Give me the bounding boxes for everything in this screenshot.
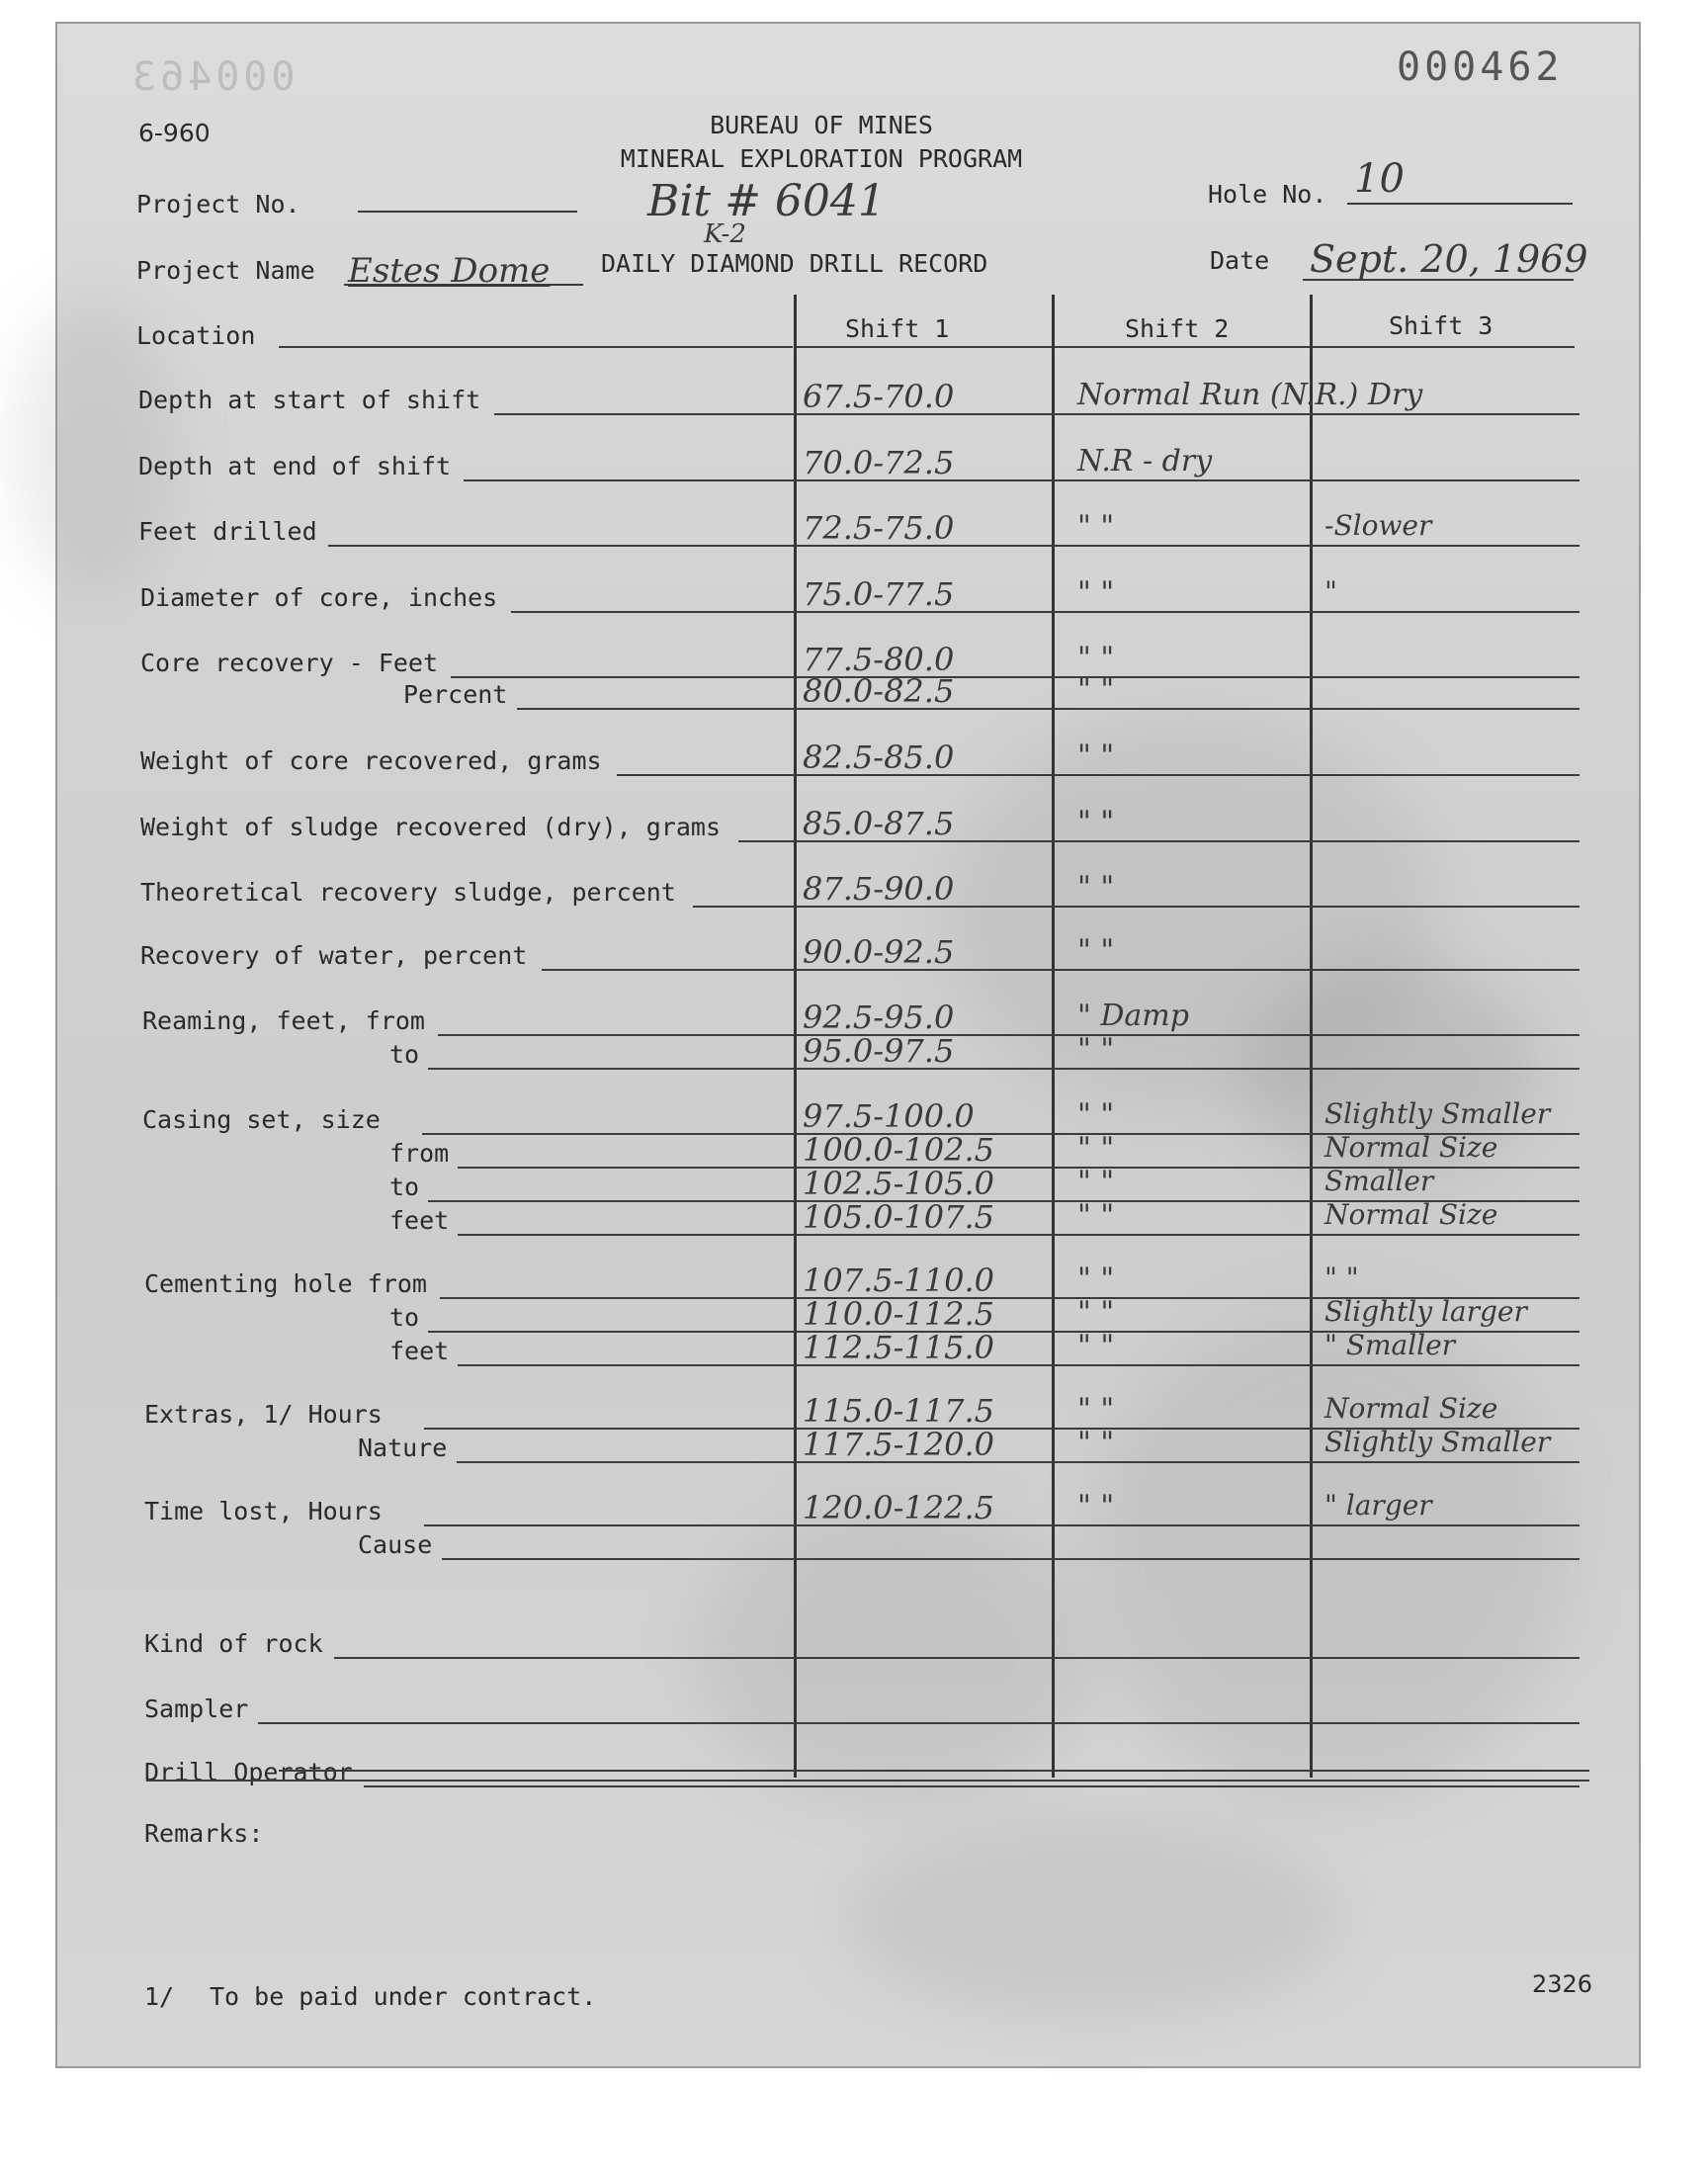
shift-1-entry: 80.0-82.5 xyxy=(803,672,955,710)
shift-1-entry: 75.0-77.5 xyxy=(803,575,955,613)
shift-1-entry: 82.5-85.0 xyxy=(803,739,955,776)
shift-2-entry: " " xyxy=(1077,509,1115,544)
shift-1-entry: 120.0-122.5 xyxy=(803,1489,995,1526)
project-name-label: Project Name xyxy=(136,256,315,285)
shift-1-entry: 67.5-70.0 xyxy=(803,378,955,415)
shift-2-entry: " " xyxy=(1077,1295,1115,1330)
row-label: Cementing hole from xyxy=(144,1269,427,1298)
project-name-value: Estes Dome xyxy=(348,251,551,291)
shift-1-entry: 117.5-120.0 xyxy=(803,1426,995,1463)
agency-heading: BUREAU OF MINES xyxy=(710,111,933,139)
shift-2-entry: " " xyxy=(1077,1262,1115,1296)
row-label: Diameter of core, inches xyxy=(140,583,498,612)
row-label: Nature xyxy=(358,1434,448,1462)
row-label: Cause xyxy=(358,1530,433,1559)
hole-no-value: 10 xyxy=(1354,156,1405,202)
shift-3-entry: " larger xyxy=(1324,1489,1432,1522)
shift-2-header: Shift 2 xyxy=(1125,314,1230,343)
shift-2-entry: N.R - dry xyxy=(1077,444,1213,478)
shift-2-entry: " " xyxy=(1077,1198,1115,1233)
shift-3-entry: -Slower xyxy=(1324,509,1432,542)
shift-3-entry: Slightly larger xyxy=(1324,1295,1527,1328)
shift-1-entry: 87.5-90.0 xyxy=(803,870,955,908)
shift-1-entry: 112.5-115.0 xyxy=(803,1329,995,1366)
shift-3-entry: Smaller xyxy=(1324,1165,1434,1197)
shift-1-entry: 85.0-87.5 xyxy=(803,805,955,842)
footnote-mark: 1/ xyxy=(144,1982,175,2011)
shift-1-entry: 107.5-110.0 xyxy=(803,1262,995,1299)
shift-2-entry: " " xyxy=(1077,641,1115,675)
shift-2-entry: " " xyxy=(1077,1097,1115,1132)
row-label: Recovery of water, percent xyxy=(140,941,528,970)
program-heading: MINERAL EXPLORATION PROGRAM xyxy=(620,144,1023,173)
row-label: Depth at end of shift xyxy=(138,452,452,480)
project-no-value: Bit # 6041 xyxy=(647,176,886,226)
row-label: Reaming, feet, from xyxy=(142,1006,425,1035)
shift-3-entry: " " xyxy=(1324,1262,1359,1294)
shift-1-entry: 95.0-97.5 xyxy=(803,1032,955,1070)
project-name-note: K-2 xyxy=(704,219,746,249)
shift-2-entry: " " xyxy=(1077,805,1115,839)
shift-2-entry: " " xyxy=(1077,1426,1115,1460)
row-label: to xyxy=(389,1303,420,1332)
location-label: Location xyxy=(136,321,256,350)
row-label: Drill Operator xyxy=(144,1758,353,1786)
shift-2-entry: " " xyxy=(1077,1032,1115,1067)
hole-no-label: Hole No. xyxy=(1208,180,1327,209)
row-label: Kind of rock xyxy=(144,1629,323,1658)
serial-number: 000462 xyxy=(1397,44,1564,90)
shift-2-entry: " " xyxy=(1077,933,1115,968)
page-code: 2326 xyxy=(1532,1970,1593,1998)
shift-1-entry: 102.5-105.0 xyxy=(803,1165,995,1202)
footnote-text: To be paid under contract. xyxy=(210,1982,597,2011)
shift-1-entry: 115.0-117.5 xyxy=(803,1392,995,1430)
row-label: Casing set, size xyxy=(142,1105,381,1134)
shift-1-entry: 97.5-100.0 xyxy=(803,1097,975,1135)
shift-2-entry: Normal Run (N.R.) Dry xyxy=(1077,378,1423,412)
row-label: Weight of sludge recovered (dry), grams xyxy=(140,813,721,841)
shift-3-header: Shift 3 xyxy=(1389,311,1494,340)
shift-2-entry: " " xyxy=(1077,1165,1115,1199)
shift-2-entry: " " xyxy=(1077,672,1115,707)
date-value: Sept. 20, 1969 xyxy=(1310,237,1588,281)
ghost-serial-number: 000463 xyxy=(128,54,296,100)
shift-2-entry: " " xyxy=(1077,1131,1115,1166)
row-label: Time lost, Hours xyxy=(144,1497,383,1525)
shift-2-entry: " " xyxy=(1077,1392,1115,1427)
shift-1-entry: 90.0-92.5 xyxy=(803,933,955,971)
row-label: Weight of core recovered, grams xyxy=(140,746,602,775)
shift-1-entry: 92.5-95.0 xyxy=(803,999,955,1036)
shift-3-entry: " Smaller xyxy=(1324,1329,1456,1361)
shift-1-header: Shift 1 xyxy=(845,314,950,343)
shift-1-entry: 110.0-112.5 xyxy=(803,1295,995,1333)
date-label: Date xyxy=(1210,246,1270,275)
shift-3-entry: Normal Size xyxy=(1324,1198,1498,1231)
row-label: Depth at start of shift xyxy=(138,386,481,414)
shift-3-entry: Normal Size xyxy=(1324,1392,1498,1425)
project-no-label: Project No. xyxy=(136,190,300,218)
row-label: Sampler xyxy=(144,1695,249,1723)
shift-1-entry: 100.0-102.5 xyxy=(803,1131,995,1169)
shift-1-entry: 72.5-75.0 xyxy=(803,509,955,547)
row-label: Core recovery - Feet xyxy=(140,649,439,677)
shift-2-entry: " " xyxy=(1077,739,1115,773)
shift-2-entry: " Damp xyxy=(1077,999,1189,1033)
shift-3-entry: " xyxy=(1324,575,1337,608)
row-label: to xyxy=(389,1040,420,1069)
shift-2-entry: " " xyxy=(1077,1489,1115,1523)
shift-1-entry: 70.0-72.5 xyxy=(803,444,955,481)
row-label: from xyxy=(389,1139,450,1168)
shift-2-entry: " " xyxy=(1077,870,1115,905)
row-label: Feet drilled xyxy=(138,517,317,546)
remarks-label: Remarks: xyxy=(144,1819,264,1848)
row-label: Percent xyxy=(403,680,508,709)
shift-1-entry: 105.0-107.5 xyxy=(803,1198,995,1236)
shift-3-entry: Normal Size xyxy=(1324,1131,1498,1164)
row-label: Extras, 1/ Hours xyxy=(144,1400,383,1429)
row-label: feet xyxy=(389,1206,450,1235)
shift-2-entry: " " xyxy=(1077,1329,1115,1363)
shift-1-entry: 77.5-80.0 xyxy=(803,641,955,678)
row-label: Theoretical recovery sludge, percent xyxy=(140,878,676,907)
shift-3-entry: Slightly Smaller xyxy=(1324,1426,1551,1458)
row-label: feet xyxy=(389,1337,450,1365)
form-title: DAILY DIAMOND DRILL RECORD xyxy=(601,249,988,278)
shift-3-entry: Slightly Smaller xyxy=(1324,1097,1551,1130)
shift-2-entry: " " xyxy=(1077,575,1115,610)
form-number: 6-960 xyxy=(138,119,211,147)
row-label: to xyxy=(389,1173,420,1201)
